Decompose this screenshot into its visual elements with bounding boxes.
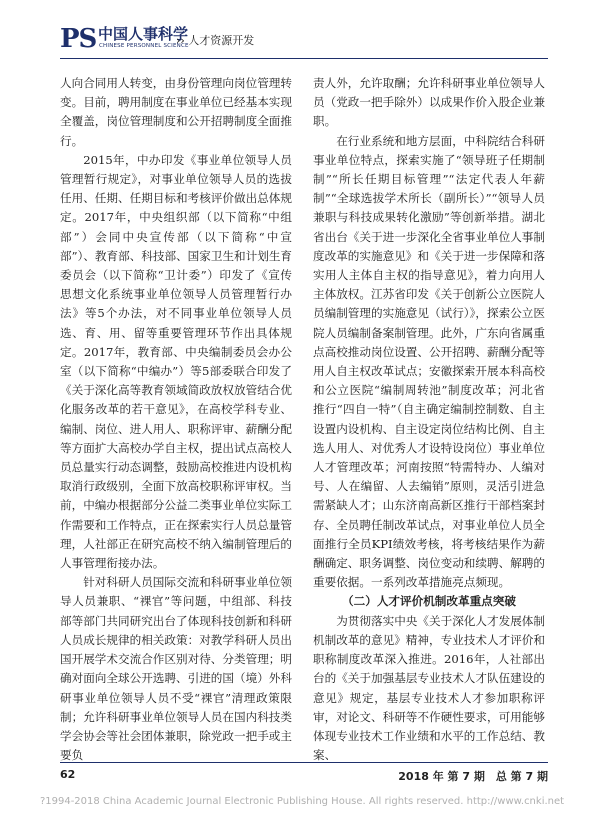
header-divider xyxy=(60,58,548,59)
body-paragraph: 在行业系统和地方层面，中科院结合科研事业单位特点，探索实施了“领导班子任期制制”“所长任期目标管理”“法定代表人年薪制”“全球选拔学术所长（副所长）”“领导人员兼职与科技成果转化激励”等创新举措。湖北省出台《关于进一步深化全省事业单位人事制度改革的实施意见》和《关于进一步保障和落实用人主体自主权的指导意见》，着力向用人主体放权。江苏省印发《关于创新公立医院人员编制管理的实施意见（试行）》，探索公立医院人员编制备案制管理。此外，广东向省属重点高校推动岗位设置、公开招聘、薪酬分配等用人自主权改革试点；安徽探索开展本科高校和公立医院“编制周转池”制度改革；河北省推行“四自一特”（自主确定编制控制数、自主设置内设机构、自主设定岗位结构比例、自主选人用人、对优秀人才设特设岗位）事业单位人才管理改革；河南按照“特需特办、人编对号、人在编留、人去编销”原则，灵活引进急需紧缺人才；山东济南高新区推行干部档案封存、全员聘任制改革试点，对事业单位人员全面推行全员KPI绩效考核，将考核结果作为薪酬确定、职务调整、岗位变动和续聘、解聘的重要依据。一系列改革措施亮点频现。 xyxy=(313,133,545,590)
body-paragraph: 责人外，允许取酬；允许科研事业单位领导人员（党政一把手除外）以成果作价入股企业兼职。 xyxy=(313,76,545,129)
section-subheading: （二）人才评价机制改革重点突破 xyxy=(342,594,516,609)
journal-title-en: CHINESE PERSONNEL SCIENCE xyxy=(99,43,189,49)
body-paragraph: 人向合同用人转变，由身份管理向岗位管理转变。目前，聘用制度在事业单位已经基本实现全覆盖，岗位管理制度和公开招聘制度全面推行。 xyxy=(60,76,292,148)
masthead xyxy=(60,24,550,54)
journal-logo-mark: PS xyxy=(60,24,97,54)
footer-divider xyxy=(60,762,548,763)
right-text-column xyxy=(313,74,545,765)
copyright-watermark: ?1994-2018 China Academic Journal Electronic Publishing House. All rights reserved. http://www.cnki.net xyxy=(39,796,565,807)
issue-info: 2018 年 第 7 期 总 第 7 期 xyxy=(398,770,548,783)
section-label: ›› 人才资源开发 xyxy=(176,34,255,47)
body-paragraph: 为贯彻落实中央《关于深化人才发展体制机制改革的意见》精神，专业技术人才评价和职称制度改革深入推进。2016年，人社部出台的《关于加强基层专业技术人才队伍建设的意见》规定，基层专业技术人才参加职称评审，对论文、科研等不作硬性要求，可用能够体现专业技术工作业绩和水平的工作总结、教案、 xyxy=(313,613,545,763)
body-paragraph: 2015年，中办印发《事业单位领导人员管理暂行规定》，对事业单位领导人员的选拔任用、任期、任期目标和考核评价做出总体规定。2017年，中央组织部（以下简称“中组部”）会同中央宣传部（以下简称“中宣部”）、教育部、科技部、国家卫生和计划生育委员会（以下简称“卫计委”）印发了《宣传思想文化系统事业单位领导人员管理暂行办法》等5个办法，对不同事业单位领导人员选、育、用、留等重要管理环节作出具体规定。2017年，教育部、中央编制委员会办公室（以下简称“中编办”）等5部委联合印发了《关于深化高等教育领域简政放权放管结合优化服务改革的若干意见》，在高校学科专业、编制、岗位、进人用人、职称评审、薪酬分配等方面扩大高校办学自主权，提出试点高校人员总量实行动态调整，鼓励高校推进内设机构取消行政级别，全面下放高校职称评审权。当前，中编办根据部分公益二类事业单位实际工作需要和工作特点，正在探索实行人员总量管理，人社部正在研究高校不纳入编制管理后的人事管理衔接办法。 xyxy=(60,152,293,571)
journal-title-cn: 中国人事科学 xyxy=(98,25,189,43)
page-number: 62 xyxy=(60,768,76,781)
body-paragraph: 针对科研人员国际交流和科研事业单位领导人员兼职、“裸官”等问题，中组部、科技部等部门共同研究出台了体现科技创新和科研人员成长规律的相关政策：对教学科研人员出国开展学术交流合作区别对待、分类管理；明确对面向全球公开选聘、引进的国（境）外科研事业单位领导人员不受“裸官”清理政策限制；允许科研事业单位领导人员在国内科技类学会协会等社会团体兼职，除党政一把手或主要负 xyxy=(60,575,292,763)
left-text-column xyxy=(60,74,292,765)
